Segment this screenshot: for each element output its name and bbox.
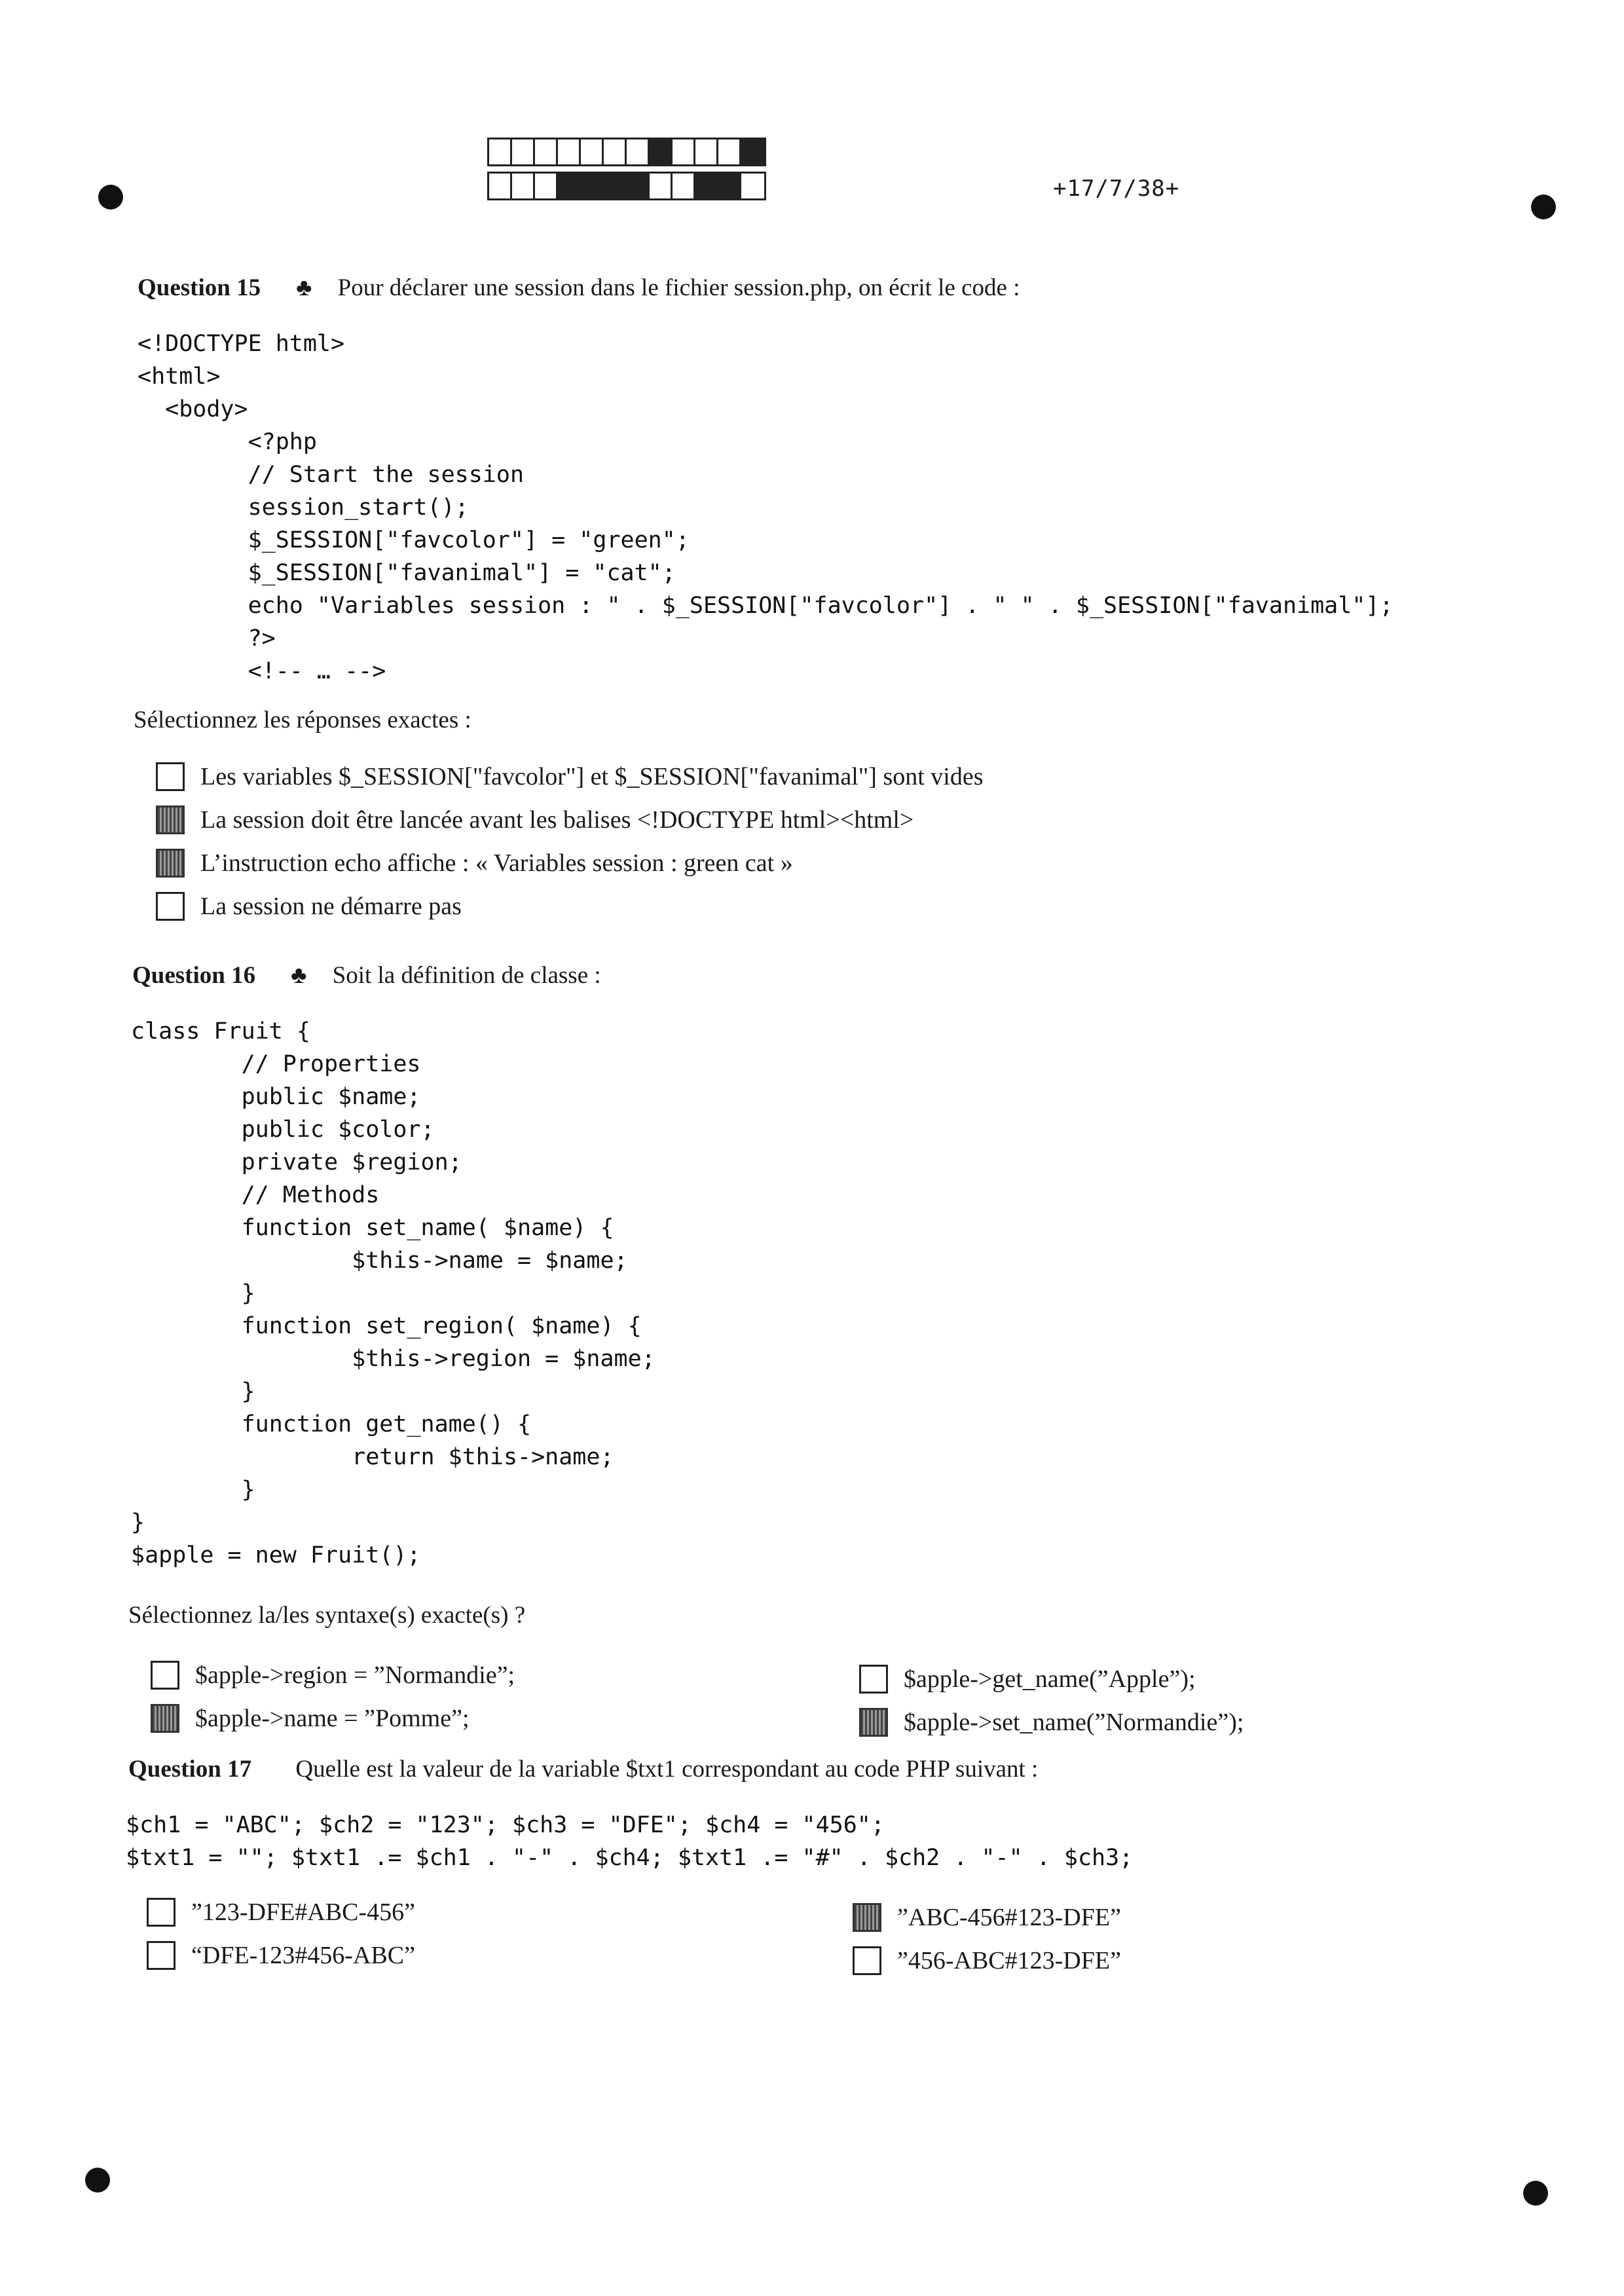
answer-checkbox[interactable] [156,849,185,878]
barcode-cell [673,174,695,198]
barcode-cell [581,174,604,198]
answer-checkbox[interactable] [853,1903,881,1932]
corner-mark-bottom-left [85,2168,110,2193]
answer-label: ”123-DFE#ABC-456” [191,1898,415,1926]
barcode-cell [558,139,581,164]
answer-label: $apple->set_name(”Normandie”); [904,1709,1244,1736]
barcode-cell [604,139,627,164]
barcode-cell [512,174,535,198]
answer-checkbox[interactable] [151,1704,179,1733]
corner-mark-top-left [98,185,123,210]
answer-checkbox[interactable] [147,1941,175,1970]
barcode-cell [673,139,695,164]
question-17-code: $ch1 = "ABC"; $ch2 = "123"; $ch3 = "DFE"; $ch4 = "456"; $txt1 = ""; $txt1 .= $ch1 . "-" . $ch4; $txt1 .= "#" . $ch2 . "-" . $ch3; [126,1812,1134,1871]
barcode-cell [535,139,558,164]
question-15-prompt: Sélectionnez les réponses exactes : [134,707,471,733]
answer-label: L’instruction echo affiche : « Variables session : green cat » [200,849,793,877]
barcode-cell [604,174,627,198]
answer-checkbox[interactable] [156,892,185,921]
answer-label: Les variables $_SESSION["favcolor"] et $_SESSION["favanimal"] sont vides [200,763,984,790]
answer-option[interactable] [151,1661,515,1690]
answer-checkbox[interactable] [147,1898,175,1927]
answer-option[interactable] [853,1903,1121,1932]
answer-option[interactable] [859,1665,1196,1694]
corner-mark-bottom-right [1523,2181,1548,2206]
barcode-cell [718,139,741,164]
barcode-cell [718,174,741,198]
answer-option[interactable] [853,1946,1121,1975]
barcode-cell [695,174,718,198]
answer-label: $apple->region = ”Normandie”; [195,1661,515,1689]
question-17-header [128,1755,1038,1783]
barcode-cell [627,174,650,198]
question-16-text: Soit la définition de classe : [332,962,601,989]
club-icon: ♣ [291,962,307,989]
answer-label: La session doit être lancée avant les balises <!DOCTYPE html><html> [200,806,914,834]
barcode-cell [627,139,650,164]
question-15-text: Pour déclarer une session dans le fichier session.php, on écrit le code : [337,274,1020,301]
answer-label: $apple->name = ”Pomme”; [195,1705,470,1732]
answer-checkbox[interactable] [859,1708,888,1737]
barcode-cell [695,139,718,164]
answer-label: La session ne démarre pas [200,893,462,920]
answer-label: “DFE-123#456-ABC” [191,1942,415,1969]
barcode-cell [581,139,604,164]
answer-checkbox[interactable] [151,1661,179,1690]
barcode-cell [741,174,764,198]
barcode-cell [650,174,673,198]
answer-option[interactable] [147,1941,415,1970]
answer-option[interactable] [156,892,462,921]
answer-label: ”ABC-456#123-DFE” [897,1904,1121,1931]
barcode-cell [489,174,512,198]
question-17-text: Quelle est la valeur de la variable $txt1 correspondant au code PHP suivant : [295,1756,1039,1783]
answer-label: $apple->get_name(”Apple”); [904,1665,1196,1693]
answer-option[interactable] [151,1704,470,1733]
question-17-label: Question 17 [128,1756,252,1783]
answer-checkbox[interactable] [853,1946,881,1975]
answer-option[interactable] [156,805,913,834]
barcode-top [487,138,766,166]
question-16-prompt: Sélectionnez la/les syntaxe(s) exacte(s) ? [128,1602,526,1629]
answer-option[interactable] [859,1708,1244,1737]
barcode-cell [650,139,673,164]
barcode-cell [558,174,581,198]
answer-checkbox[interactable] [859,1665,888,1694]
question-16-label: Question 16 [132,962,256,989]
question-15-header [138,274,1020,302]
barcode-cell [535,174,558,198]
answer-label: ”456-ABC#123-DFE” [897,1947,1121,1974]
answer-option[interactable] [147,1898,415,1927]
question-16-code: class Fruit { // Properties public $name; public $color; private $region; // Methods function set_name( $name) { $this->name = $name; } function set_region( $name) { $this->region = $name; } function get_name() { return $this->name; } } $apple = new Fruit(); [131,1018,655,1568]
question-16-header [132,961,601,990]
club-icon: ♣ [296,274,312,301]
answer-checkbox[interactable] [156,805,185,834]
answer-option[interactable] [156,849,793,878]
corner-mark-top-right [1531,194,1556,219]
question-15-label: Question 15 [138,274,261,301]
barcode-cell [741,139,764,164]
answer-checkbox[interactable] [156,762,185,791]
barcode-cell [489,139,512,164]
page-id: +17/7/38+ [1053,176,1180,202]
barcode-bottom [487,172,766,200]
question-15-code: <!DOCTYPE html> <html> <body> <?php // Start the session session_start(); $_SESSION["favcolor"] = "green"; $_SESSION["favanimal"] = "cat"; echo "Variables session : " . $_SESSION["favcolor"] . " " . $_SESSION["favanimal"]; ?> <!-- … --> [138,331,1393,684]
barcode-cell [512,139,535,164]
answer-option[interactable] [156,762,984,791]
